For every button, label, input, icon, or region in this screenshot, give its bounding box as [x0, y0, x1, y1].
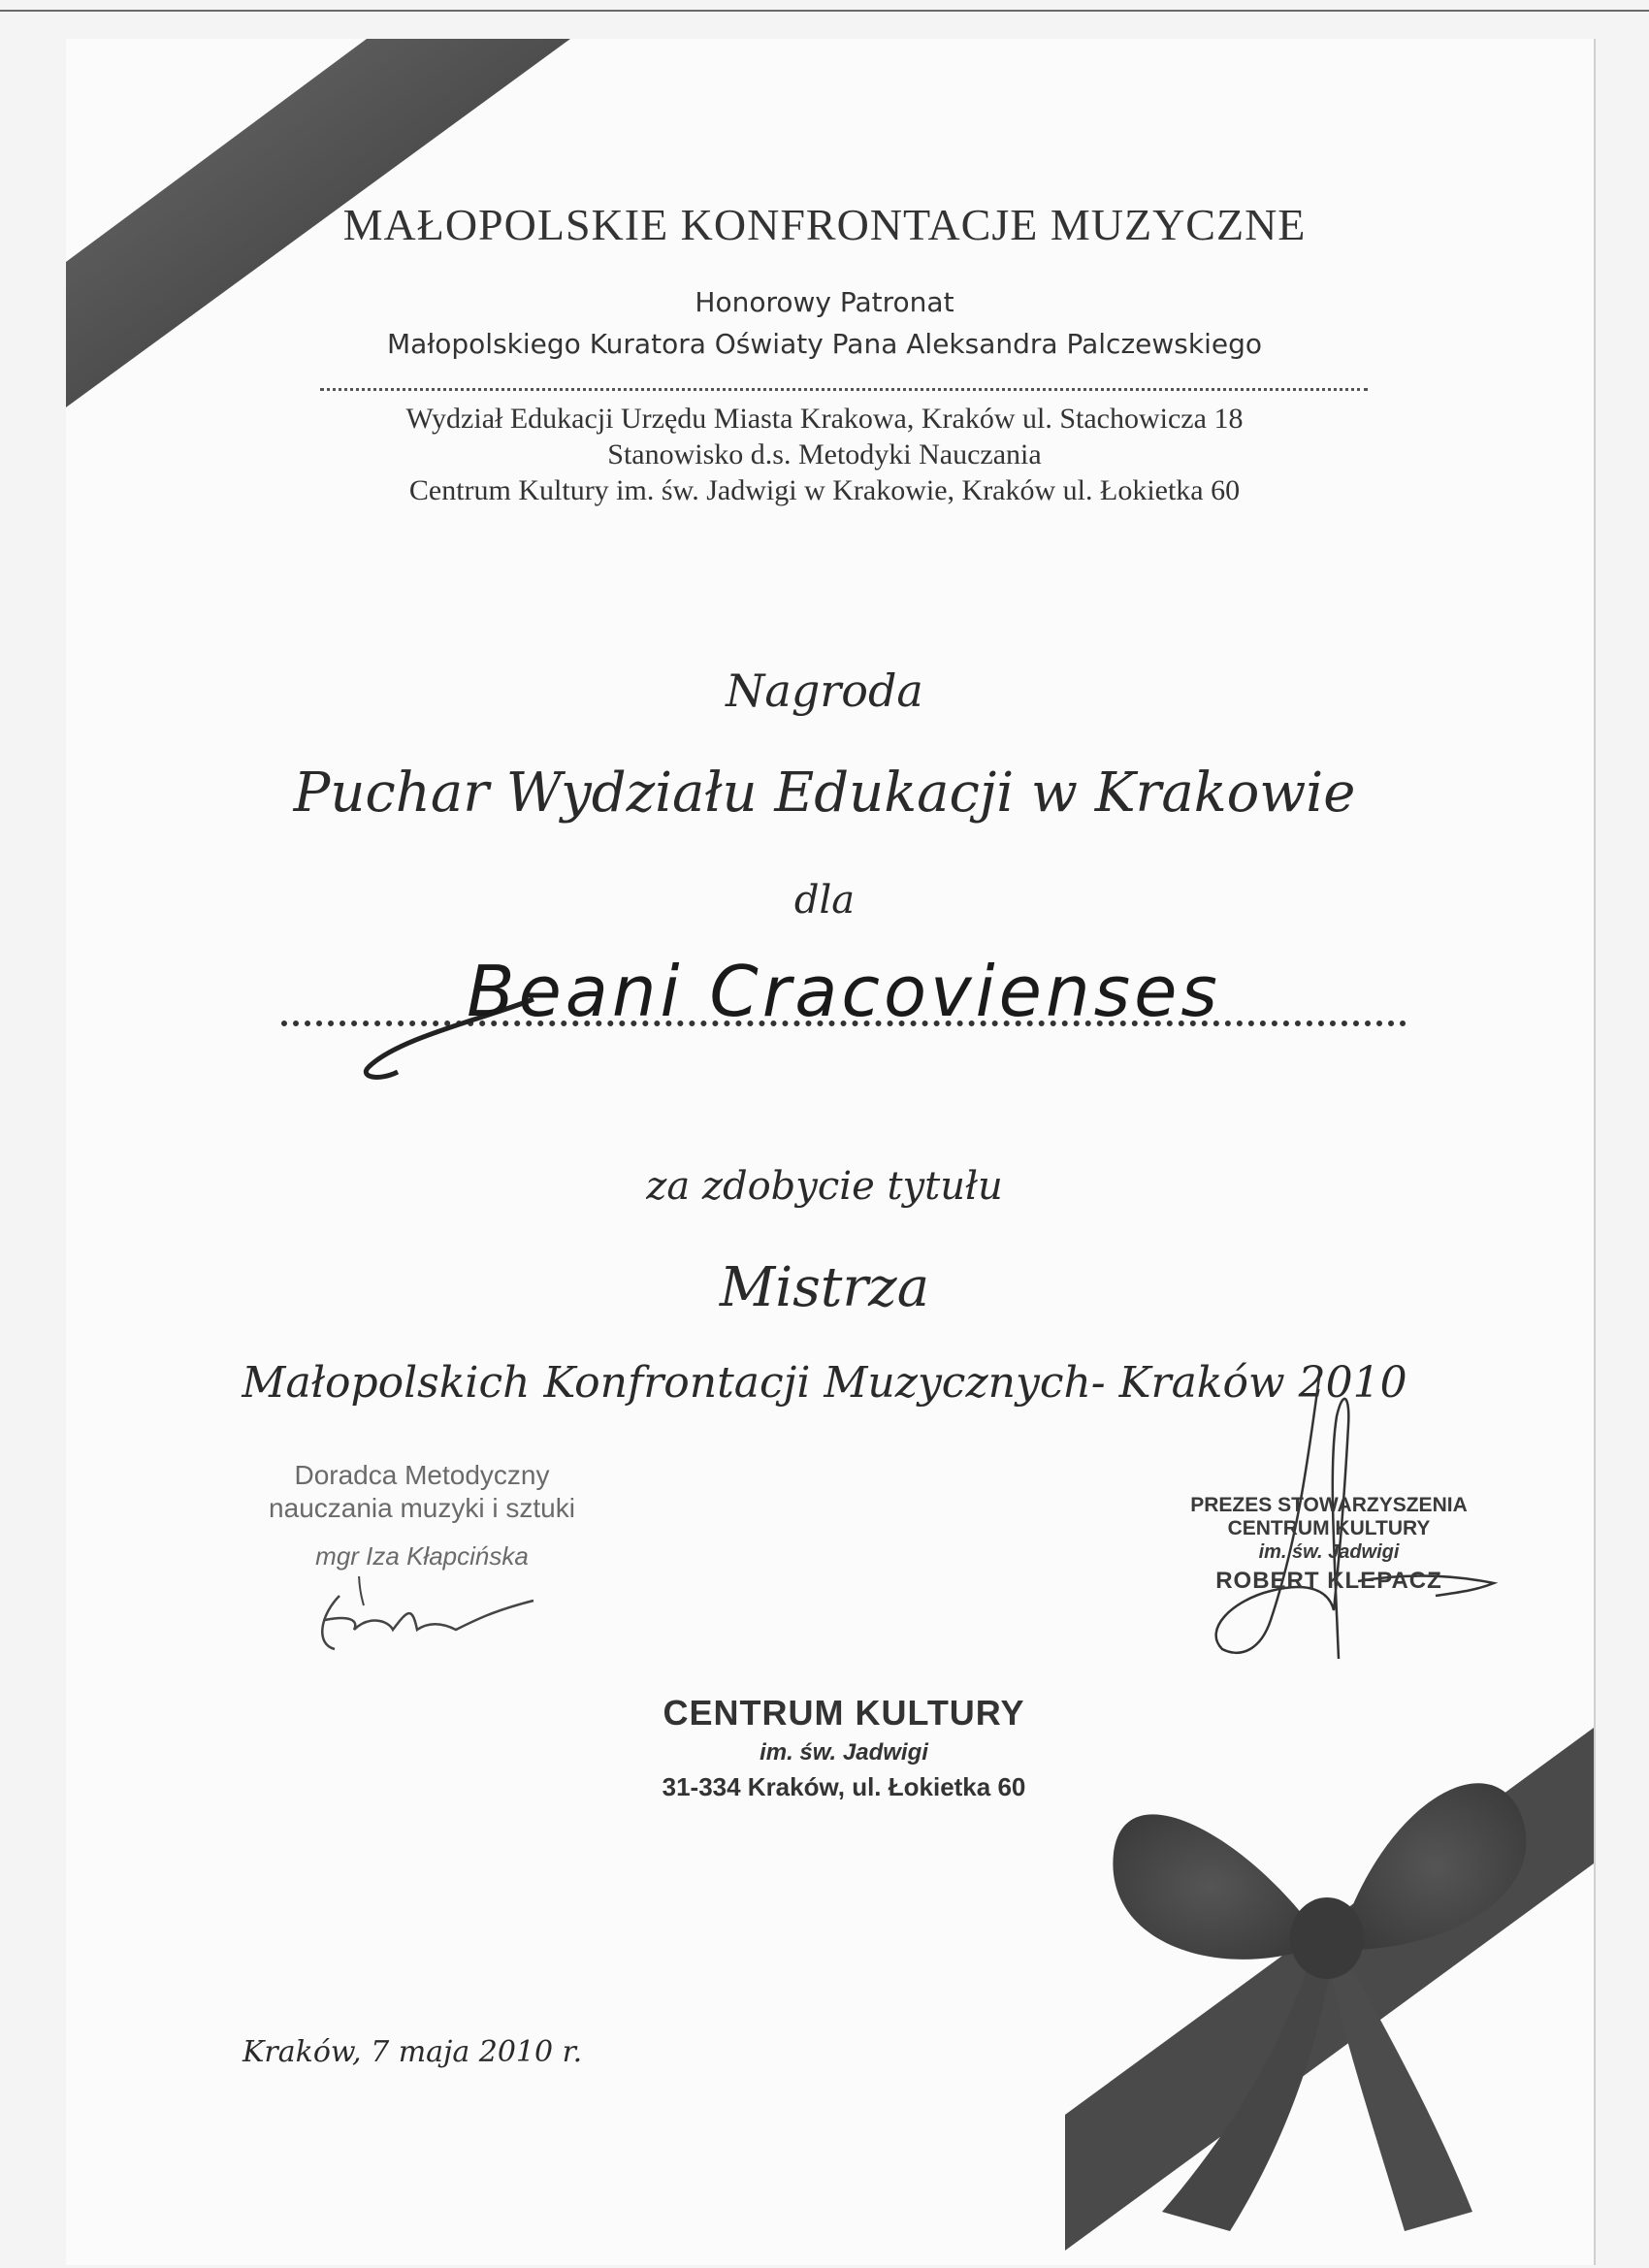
patron-name: Małopolskiego Kuratora Oświaty Pana Aleksandra Palczewskiego: [387, 328, 1262, 360]
president-stamp: [1174, 1494, 1484, 1595]
advisor-stamp-line: Doradca Metodyczny: [294, 1460, 550, 1490]
president-stamp-line: PREZES STOWARZYSZENIA: [1190, 1494, 1468, 1516]
award-label: Nagroda: [726, 664, 923, 717]
reason-text: za zdobycie tytułu: [646, 1164, 1003, 1209]
organizer-line: Wydział Edukacji Urzędu Miasta Krakowa, Kraków ul. Stachowicza 18: [405, 403, 1244, 435]
ribbon-bow-decoration: [1065, 1630, 1594, 2265]
for-label: dla: [793, 878, 856, 923]
institution-patron: im. św. Jadwigi: [760, 1739, 928, 1766]
certificate-paper: [66, 39, 1594, 2265]
issue-date: Kraków, 7 maja 2010 r.: [242, 2035, 583, 2069]
patron-label: Honorowy Patronat: [695, 286, 954, 318]
president-stamp-line: CENTRUM KULTURY: [1227, 1517, 1431, 1539]
scan-edge-line: [0, 10, 1649, 12]
organizer-line: Centrum Kultury im. św. Jadwigi w Krakowie, Kraków ul. Łokietka 60: [408, 474, 1241, 506]
institution-address: 31-334 Kraków, ul. Łokietka 60: [662, 1772, 1026, 1801]
advisor-signature: [301, 1576, 553, 1664]
recipient-name: Beani Cracovienses: [467, 951, 1221, 1032]
organizer-line: Stanowisko d.s. Metodyki Nauczania: [607, 438, 1042, 470]
institution-name: CENTRUM KULTURY: [663, 1693, 1025, 1733]
recipient-line: [281, 951, 1406, 1077]
president-stamp-line: im. św. Jadwigi: [1258, 1541, 1400, 1563]
institution-stamp: [621, 1693, 1067, 1802]
advisor-name: mgr Iza Kłapcińska: [315, 1541, 529, 1571]
award-name: Puchar Wydziału Edukacji w Krakowie: [293, 761, 1356, 825]
advisor-stamp-line: nauczania muzyki i sztuki: [269, 1493, 575, 1523]
competition-name: Małopolskich Konfrontacji Muzycznych- Kraków 2010: [242, 1358, 1407, 1408]
title-awarded: Mistrza: [719, 1256, 930, 1319]
dotted-divider: [320, 388, 1368, 391]
organization-title: MAŁOPOLSKIE KONFRONTACJE MUZYCZNE: [342, 200, 1307, 249]
advisor-stamp: [262, 1460, 582, 1571]
president-name: ROBERT KLEPACZ: [1215, 1568, 1442, 1594]
